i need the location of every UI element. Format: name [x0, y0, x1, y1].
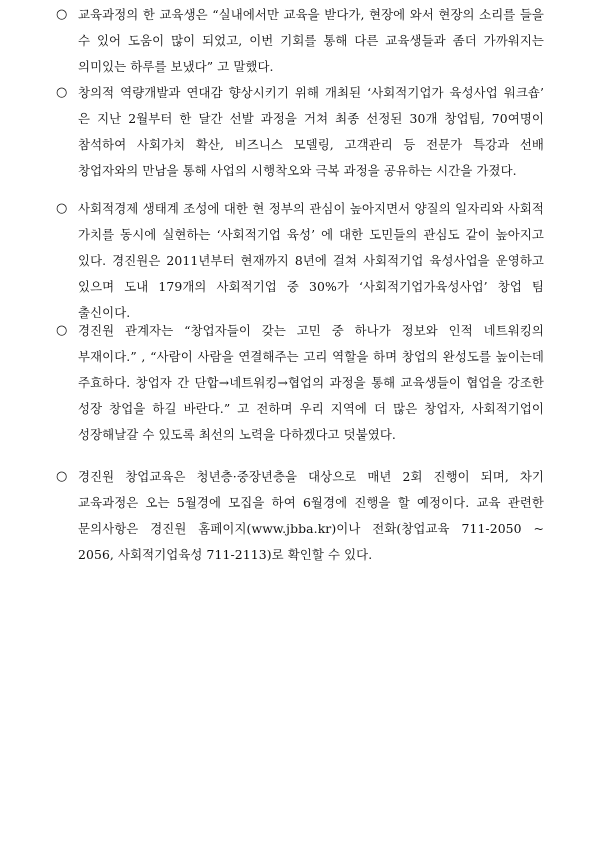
circle-bullet-icon: ○ — [56, 201, 68, 216]
paragraph-text: 사회적경제 생태계 조성에 대한 현 정부의 관심이 높아지면서 양질의 일자리와 사회적 가치를 동시에 실현하는 ‘사회적기업 육성’ 에 대한 도민들의 관심도 같이 높아지고 있다. 경진원은 2011년부터 현재까지 8년에 걸쳐 사회적기업 육성사업을 운영하고 있으며 도내 179개의 사회적기업 중 30%가 ‘사회적기업가육성사업’ 창업 팀 출신이다. — [78, 201, 544, 320]
paragraph-text: 경진원 관계자는 “창업자들이 갖는 고민 중 하나가 정보와 인적 네트워킹의 부재이다.” , “사람이 사람을 연결해주는 고리 역할을 하며 창업의 완성도를 높이는데 주효하다. 창업자 간 단합→네트워킹→협업의 과정을 통해 교육생들이 협업을 강조한 성장 창업을 하길 바란다.” 고 전하며 우리 지역에 더 많은 창업자, 사회적기업이 성장해날갈 수 있도록 최선의 노력을 다하겠다고 덧붙였다. — [78, 323, 544, 442]
paragraph-workshop — [56, 80, 544, 184]
paragraph-text: 경진원 창업교육은 청년층·중장년층을 대상으로 매년 2회 진행이 되며, 차기 교육과정은 오는 5월경에 모집을 하여 6월경에 진행을 할 예정이다. 교육 관련한 문의사항은 경진원 홈페이지(www.jbba.kr)이나 전화(창업교육 711-2050 ~ 2056, 사회적기업육성 711-2113)로 확인할 수 있다. — [78, 469, 544, 562]
circle-bullet-icon: ○ — [56, 85, 68, 100]
paragraph-official-quote — [56, 318, 544, 448]
paragraph-education-info — [56, 464, 544, 568]
circle-bullet-icon: ○ — [56, 7, 68, 22]
paragraph-social-economy — [56, 196, 544, 326]
paragraph-text: 창의적 역량개발과 연대감 향상시키기 위해 개최된 ‘사회적기업가 육성사업 워크숍’ 은 지난 2월부터 한 달간 선발 과정을 거쳐 최종 선정된 30개 창업팀, 70여명이 참석하여 사회가치 확산, 비즈니스 모델링, 고객관리 등 전문가 특강과 선배 창업자와의 만남을 통해 사업의 시행착오와 극복 과정을 공유하는 시간을 가졌다. — [78, 85, 544, 178]
paragraph-trainee-quote — [56, 2, 544, 80]
circle-bullet-icon: ○ — [56, 323, 68, 338]
circle-bullet-icon: ○ — [56, 469, 68, 484]
paragraph-text: 교육과정의 한 교육생은 “실내에서만 교육을 받다가, 현장에 와서 현장의 소리를 들을 수 있어 도움이 많이 되었고, 이번 기회를 통해 다른 교육생들과 좀더 가까워지는 의미있는 하루를 보냈다” 고 말했다. — [78, 7, 544, 74]
